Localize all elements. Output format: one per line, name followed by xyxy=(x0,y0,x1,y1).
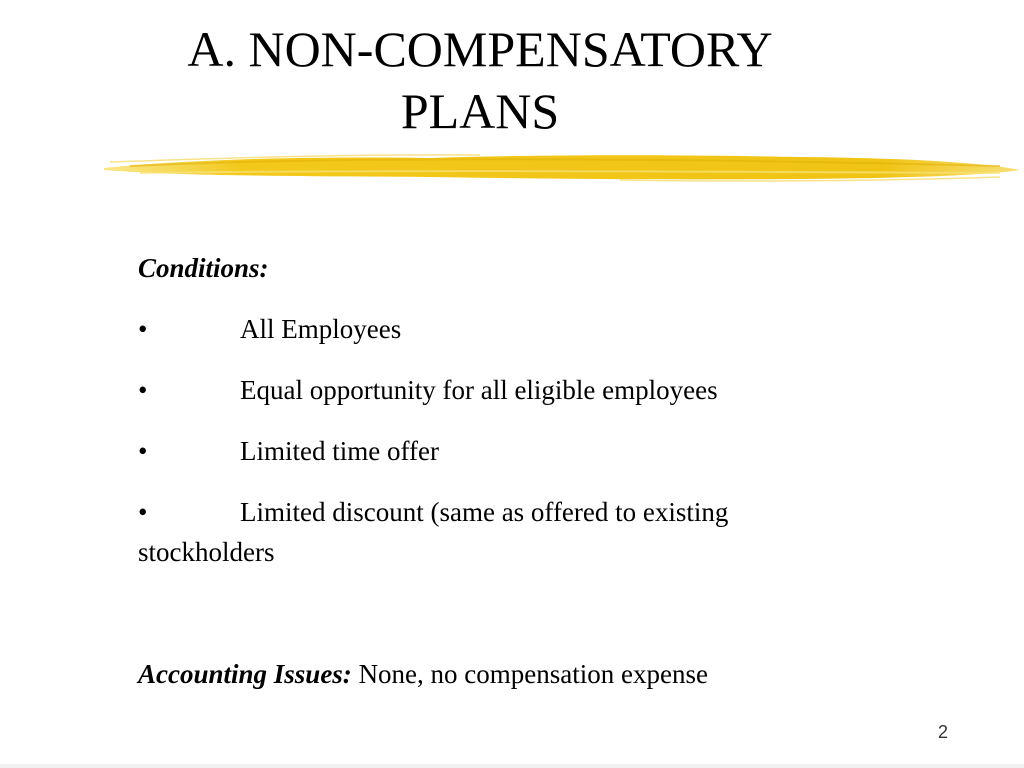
spacer xyxy=(138,572,898,654)
bullet-item xyxy=(138,492,898,532)
bullet-text: Equal opportunity for all eligible employees xyxy=(240,375,718,405)
accounting-label: Accounting Issues: xyxy=(138,659,352,689)
slide-title xyxy=(0,18,960,142)
conditions-heading: Conditions: xyxy=(138,253,269,283)
bullet-item xyxy=(138,370,898,410)
bullet-text: Limited discount (same as offered to existing xyxy=(240,497,729,527)
bullet-dot: • xyxy=(138,314,148,344)
bullet-text: All Employees xyxy=(240,314,402,344)
bullet-text: Limited time offer xyxy=(240,436,439,466)
title-line-1: A. NON-COMPENSATORY xyxy=(187,21,773,77)
bullet-continuation: stockholders xyxy=(138,537,275,567)
bullet-dot: • xyxy=(138,436,148,466)
accounting-issues xyxy=(138,654,898,694)
highlighter-stroke xyxy=(100,146,1024,190)
bullet-item xyxy=(138,309,898,349)
bullet-dot: • xyxy=(138,497,148,527)
title-line-2: PLANS xyxy=(400,83,560,139)
slide-body xyxy=(138,248,898,694)
bottom-divider xyxy=(0,764,1024,768)
bullet-dot: • xyxy=(138,375,148,405)
bullet-item xyxy=(138,431,898,471)
accounting-text: None, no compensation expense xyxy=(351,659,708,689)
page-number: 2 xyxy=(938,722,949,742)
